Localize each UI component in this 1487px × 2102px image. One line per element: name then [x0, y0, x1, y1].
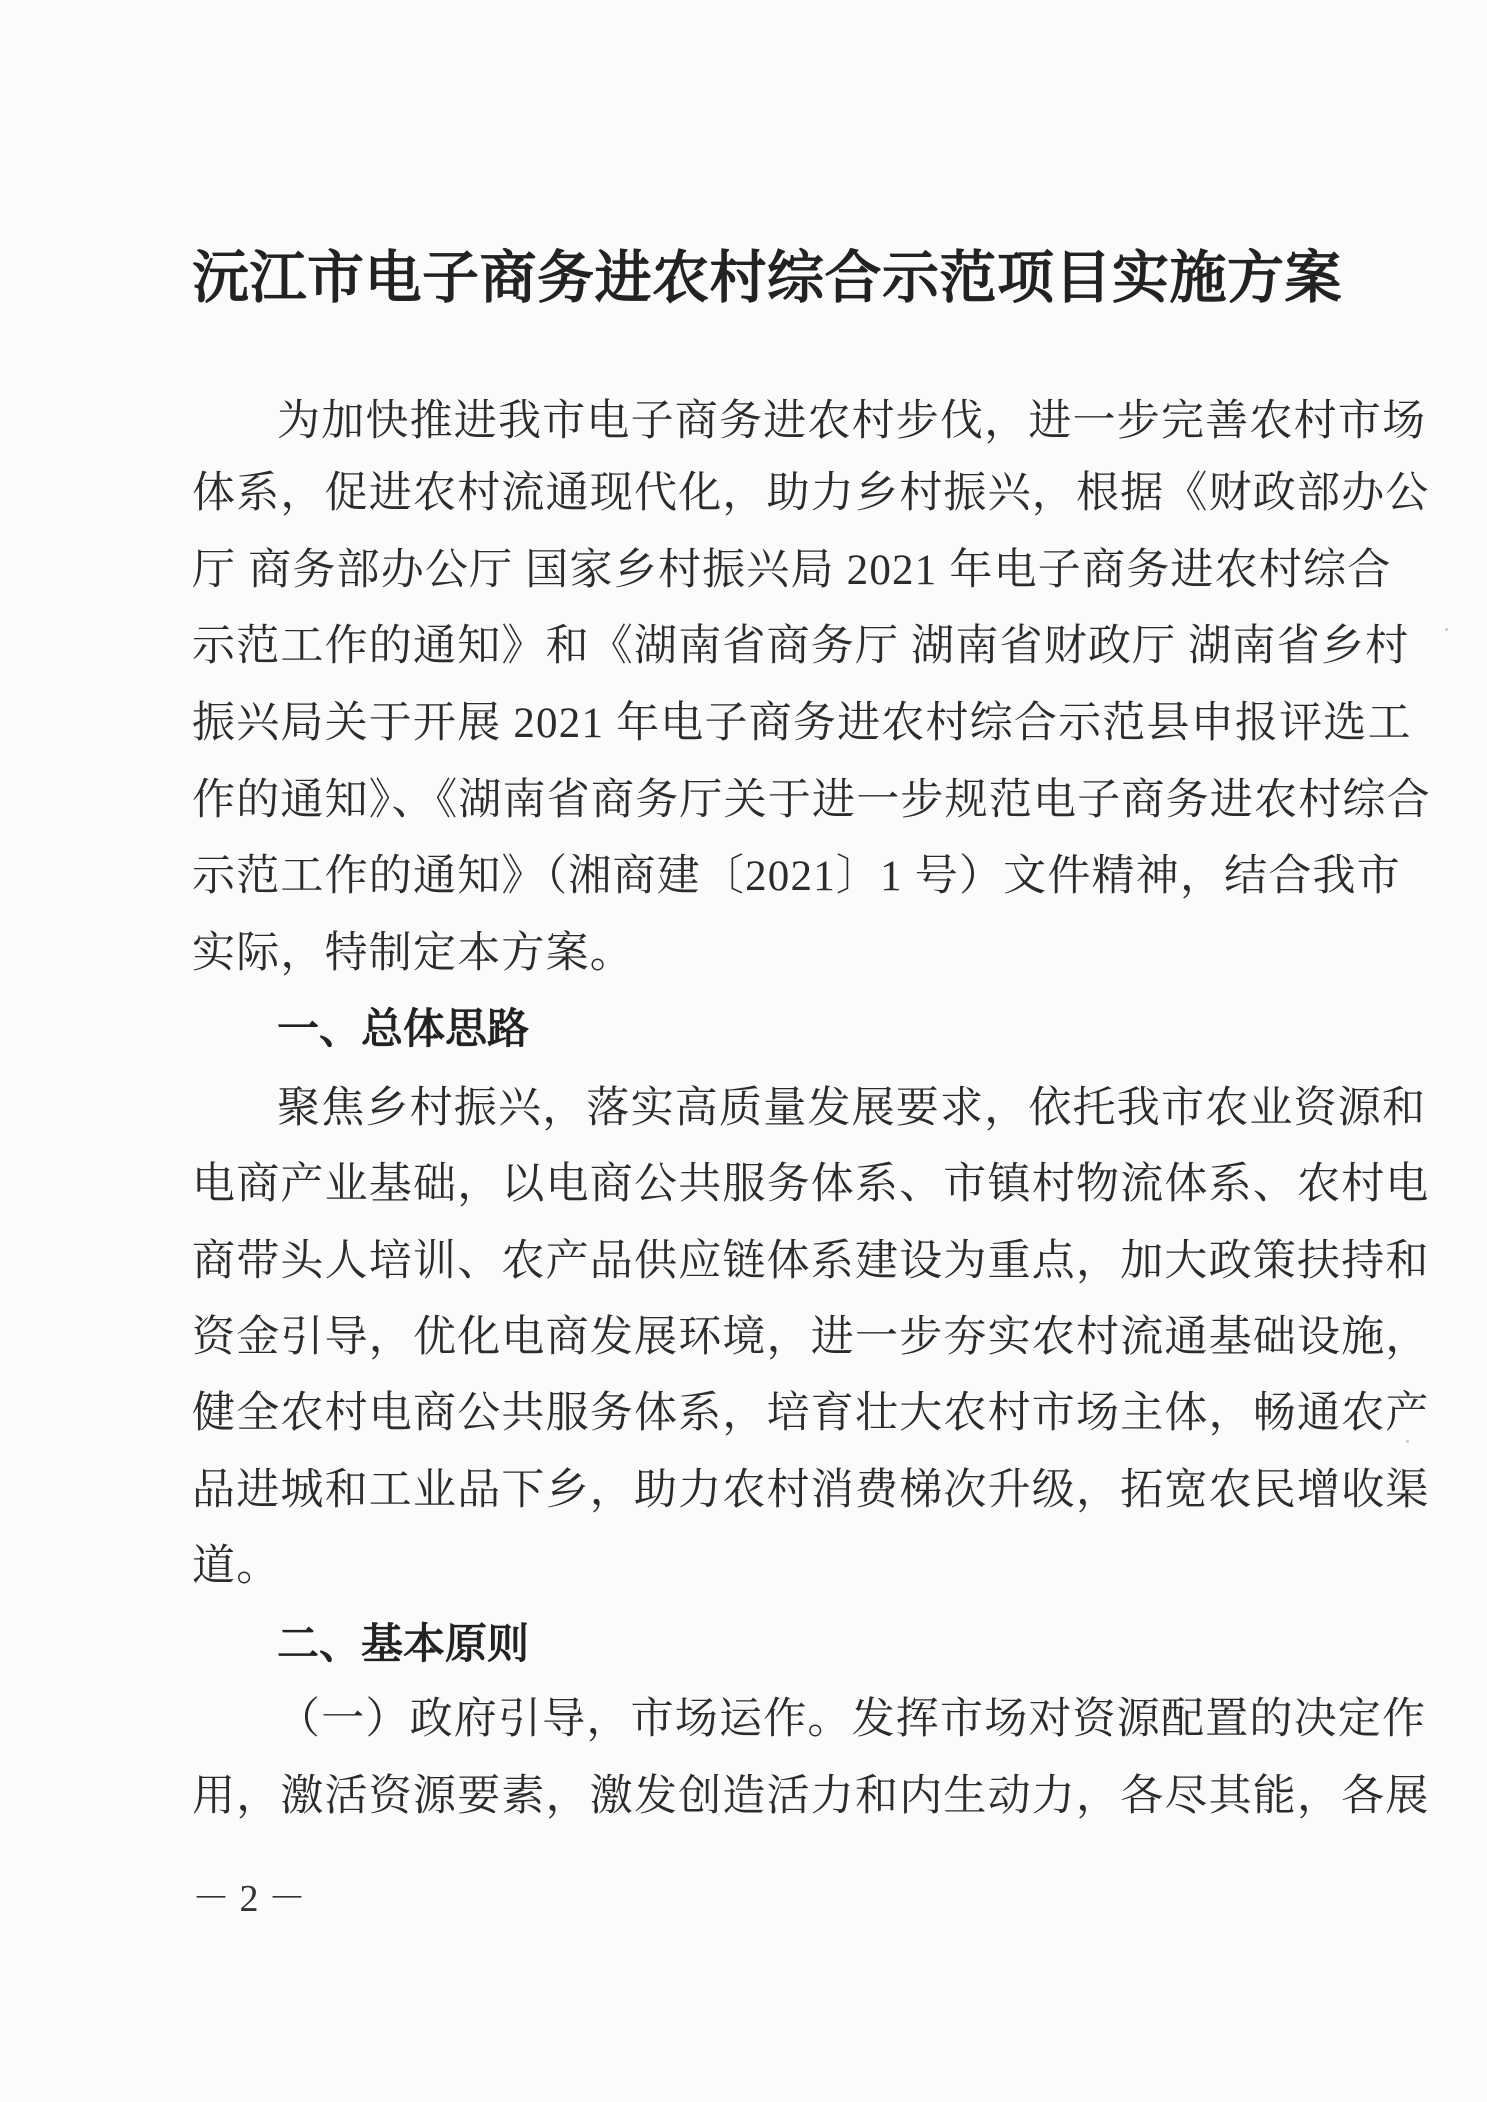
section1-line-4: 资金引导，优化电商发展环境，进一步夯实农村流通基础设施， [192, 1314, 1430, 1361]
intro-line-1: 为加快推进我市电子商务进农村步伐，进一步完善农村市场 [277, 398, 1427, 445]
section2-line-2: 用，激活资源要素，激发创造活力和内生动力，各尽其能，各展 [192, 1773, 1430, 1820]
section1-line-1: 聚焦乡村振兴，落实高质量发展要求，依托我市农业资源和 [277, 1085, 1427, 1132]
section1-line-7: 道。 [192, 1543, 281, 1590]
intro-line-4: 示范工作的通知》和《湖南省商务厅 湖南省财政厅 湖南省乡村 [192, 623, 1410, 670]
scan-speck [1445, 628, 1448, 631]
document-title: 沅江市电子商务进农村综合示范项目实施方案 [192, 244, 1342, 311]
page-number: － 2 － [192, 1878, 307, 1920]
section1-line-3: 商带头人培训、农产品供应链体系建设为重点，加大政策扶持和 [192, 1238, 1430, 1285]
intro-line-7: 示范工作的通知》（湘商建〔2021〕1 号）文件精神，结合我市 [192, 853, 1401, 900]
section1-line-5: 健全农村电商公共服务体系，培育壮大农村市场主体，畅通农产 [192, 1390, 1430, 1437]
section-heading-overall-approach: 一、总体思路 [277, 1004, 530, 1053]
intro-line-3: 厅 商务部办公厅 国家乡村振兴局 2021 年电子商务进农村综合 [192, 547, 1392, 594]
section2-line-1: （一）政府引导，市场运作。发挥市场对资源配置的决定作 [277, 1696, 1427, 1743]
section1-line-6: 品进城和工业品下乡，助力农村消费梯次升级，拓宽农民增收渠 [192, 1467, 1430, 1514]
intro-line-5: 振兴局关于开展 2021 年电子商务进农村综合示范县申报评选工 [192, 700, 1412, 747]
section1-line-2: 电商产业基础，以电商公共服务体系、市镇村物流体系、农村电 [192, 1161, 1430, 1208]
intro-line-2: 体系，促进农村流通现代化，助力乡村振兴，根据《财政部办公 [192, 470, 1430, 517]
section-heading-basic-principles: 二、基本原则 [277, 1619, 530, 1668]
scan-speck [1406, 1440, 1409, 1443]
intro-line-8: 实际，特制定本方案。 [192, 930, 634, 977]
intro-line-6: 作的通知》、《湖南省商务厅关于进一步规范电子商务进农村综合 [192, 777, 1431, 824]
